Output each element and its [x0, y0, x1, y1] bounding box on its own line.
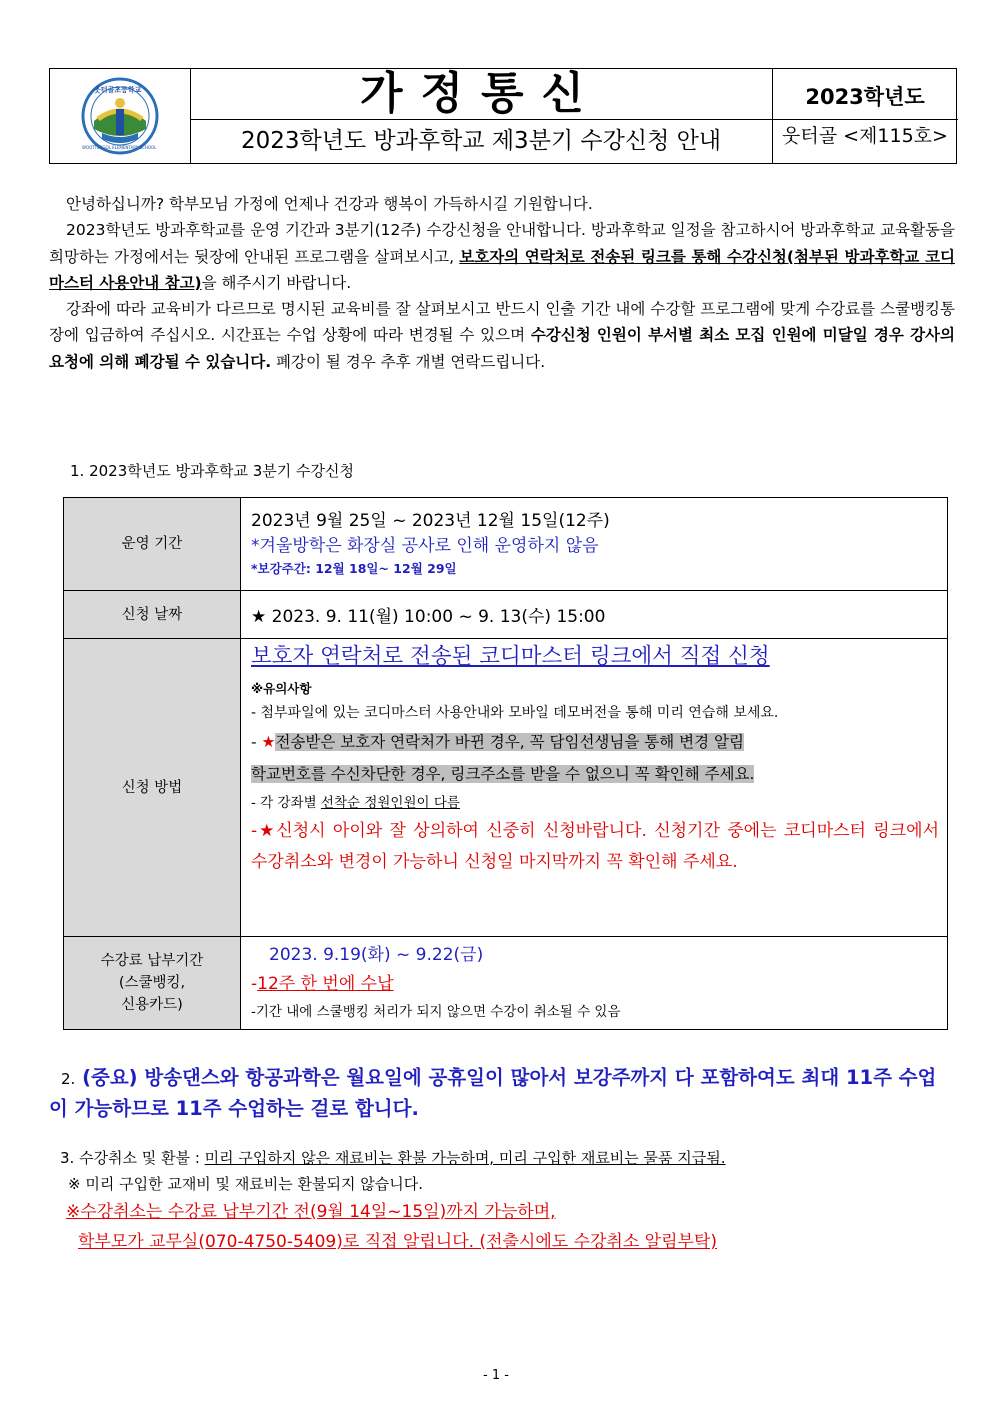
method-headline: 보호자 연락처로 전송된 코디마스터 링크에서 직접 신청	[251, 644, 770, 669]
intro-paragraph-2	[49, 217, 955, 296]
table-row-period	[64, 498, 948, 591]
page-number: - 1 -	[483, 1368, 509, 1383]
note4-text: 신청시 아이와 잘 상의하여 신중히 신청바랍니다. 신청기간 중에는 코디마스터 링크에서 수강취소와 변경이 가능하니 신청일 마지막까지 꼭 확인해 주세요.	[251, 821, 939, 872]
star-icon: ★	[261, 733, 276, 751]
payment-line2	[251, 969, 939, 999]
intro-paragraph-1: 안녕하십니까? 학부모님 가정에 언제나 건강과 행복이 가득하시길 기원합니다.	[66, 195, 593, 213]
section2-notice	[49, 1063, 955, 1124]
school-year: 2023학년도	[772, 69, 958, 120]
logo-subtext: WOOTTERGOL ELEMENTARY SCHOOL	[82, 145, 157, 150]
star-icon-2: ★	[257, 821, 277, 841]
logo-text: 웃터골초등학교	[94, 86, 142, 94]
method-value	[241, 639, 948, 937]
page-title: 가정통신	[190, 69, 773, 120]
payment-line3: -기간 내에 스쿨뱅킹 처리가 되지 않으면 수강이 취소될 수 있음	[251, 1004, 621, 1020]
section3-note: ※ 미리 구입한 교재비 및 재료비는 환불되지 않습니다.	[68, 1175, 424, 1193]
note2-highlight-b: 학교번호를 수신차단한 경우, 링크주소를 받을 수 없으니 꼭 확인해 주세요.	[251, 765, 755, 783]
header-table	[49, 68, 957, 164]
period-line1: 2023년 9월 25일 ~ 2023년 12월 15일(12주)	[251, 511, 610, 531]
method-label: 신청 방법	[64, 639, 241, 937]
note3-prefix: - 각 강좌별	[251, 795, 321, 811]
payment-value	[241, 937, 948, 1030]
period-line2: *겨울방학은 화장실 공사로 인해 운영하지 않음	[251, 536, 599, 556]
section1-heading: 1. 2023학년도 방과후학교 3분기 수강신청	[70, 462, 354, 480]
intro-p2-end: 을 해주시기 바랍니다.	[201, 273, 352, 292]
note4-prefix: -	[251, 821, 258, 841]
date-label: 신청 날짜	[64, 591, 241, 639]
payment-label: 수강료 납부기간 (스쿨뱅킹, 신용카드)	[64, 937, 241, 1030]
payment-line2-prefix: -	[251, 974, 258, 994]
payment-line2-underline: 12주 한 번에 수납	[257, 974, 394, 994]
date-value: ★ 2023. 9. 11(월) 10:00 ~ 9. 13(수) 15:00	[241, 591, 948, 639]
section3-cancel-line1: ※수강취소는 수강료 납부기간 전(9월 14일~15일)까지 가능하며,	[66, 1202, 556, 1222]
intro-text	[49, 191, 955, 375]
intro-p3-text: 강좌에 따라 교육비가 다르므로 명시된 교육비를 잘 살펴보시고 반드시 인출 기간 내에 수강할 프로그램에 맞게 수강료를 스쿨뱅킹통장에 입금하여 주십시오. 시간표는 수업 상황에 따라 변경될 수 있으며	[49, 300, 955, 345]
section2-number: 2.	[61, 1070, 76, 1088]
period-label: 운영 기간	[64, 498, 241, 591]
note3-underline: 선착순 정원인원이 다름	[320, 795, 460, 811]
method-note2	[251, 726, 939, 790]
table-row-payment	[64, 937, 948, 1030]
period-line3: *보강주간: 12월 18일~ 12월 29일	[251, 561, 457, 576]
table-row-method	[64, 639, 948, 937]
page-subtitle: 2023학년도 방과후학교 제3분기 수강신청 안내	[190, 119, 773, 163]
section3-cancel-line2: 학부모가 교무실(070-4750-5409)로 직접 알립니다. (전출시에도 수강취소 알림부탁)	[78, 1232, 717, 1252]
payment-line1: 2023. 9.19(화) ~ 9.22(금)	[269, 945, 484, 965]
table-row-date	[64, 591, 948, 639]
intro-p3-end: 폐강이 될 경우 추후 개별 연락드립니다.	[271, 352, 546, 371]
method-note3	[251, 790, 939, 816]
method-note4	[251, 816, 939, 878]
method-notes-title: ※유의사항	[251, 681, 312, 696]
period-value	[241, 498, 948, 591]
intro-p3-emphasis: 수강신청 인원이 부서별 최소 모집 인원에 미달일 경우 강사의 요청에 의해 폐강될 수 있습니다.	[49, 326, 955, 371]
intro-paragraph-3	[49, 296, 955, 375]
section3-heading-label: 3. 수강취소 및 환불 :	[60, 1149, 205, 1167]
section3-heading	[60, 1145, 726, 1171]
intro-p2-text: 2023학년도 방과후학교를 운영 기간과 3분기(12주) 수강신청을 안내합니다. 방과후학교 일정을 참고하시어 방과후학교 교육활동을 희망하는 가정에서는 뒷장에 안내된 프로그램을 살펴보시고,	[49, 221, 955, 266]
method-note1: - 첨부파일에 있는 코디마스터 사용안내와 모바일 데모버전을 통해 미리 연습해 보세요.	[251, 705, 779, 721]
logo-cell	[50, 69, 191, 163]
section3-heading-text: 미리 구입하지 않은 재료비는 환불 가능하며, 미리 구입한 재료비는 물품 지급됨.	[204, 1149, 726, 1167]
issue-number: 웃터골 <제115호>	[782, 125, 948, 147]
note2-highlight-a: 전송받은 보호자 연락처가 바뀐 경우, 꼭 담임선생님을 통해 변경 알림	[275, 733, 744, 751]
note2-prefix: -	[251, 733, 262, 751]
intro-p2-emphasis: 보호자의 연락처로 전송된 링크를 통해 수강신청(첨부된 방과후학교 코디마스터 사용안내 참고)	[49, 247, 955, 292]
application-info-table	[63, 497, 948, 1030]
section2-text: (중요) 방송댄스와 항공과학은 월요일에 공휴일이 많아서 보강주까지 다 포함하여도 최대 11주 수업이 가능하므로 11주 수업하는 걸로 합니다.	[49, 1066, 937, 1120]
section3-refund	[60, 1145, 726, 1257]
